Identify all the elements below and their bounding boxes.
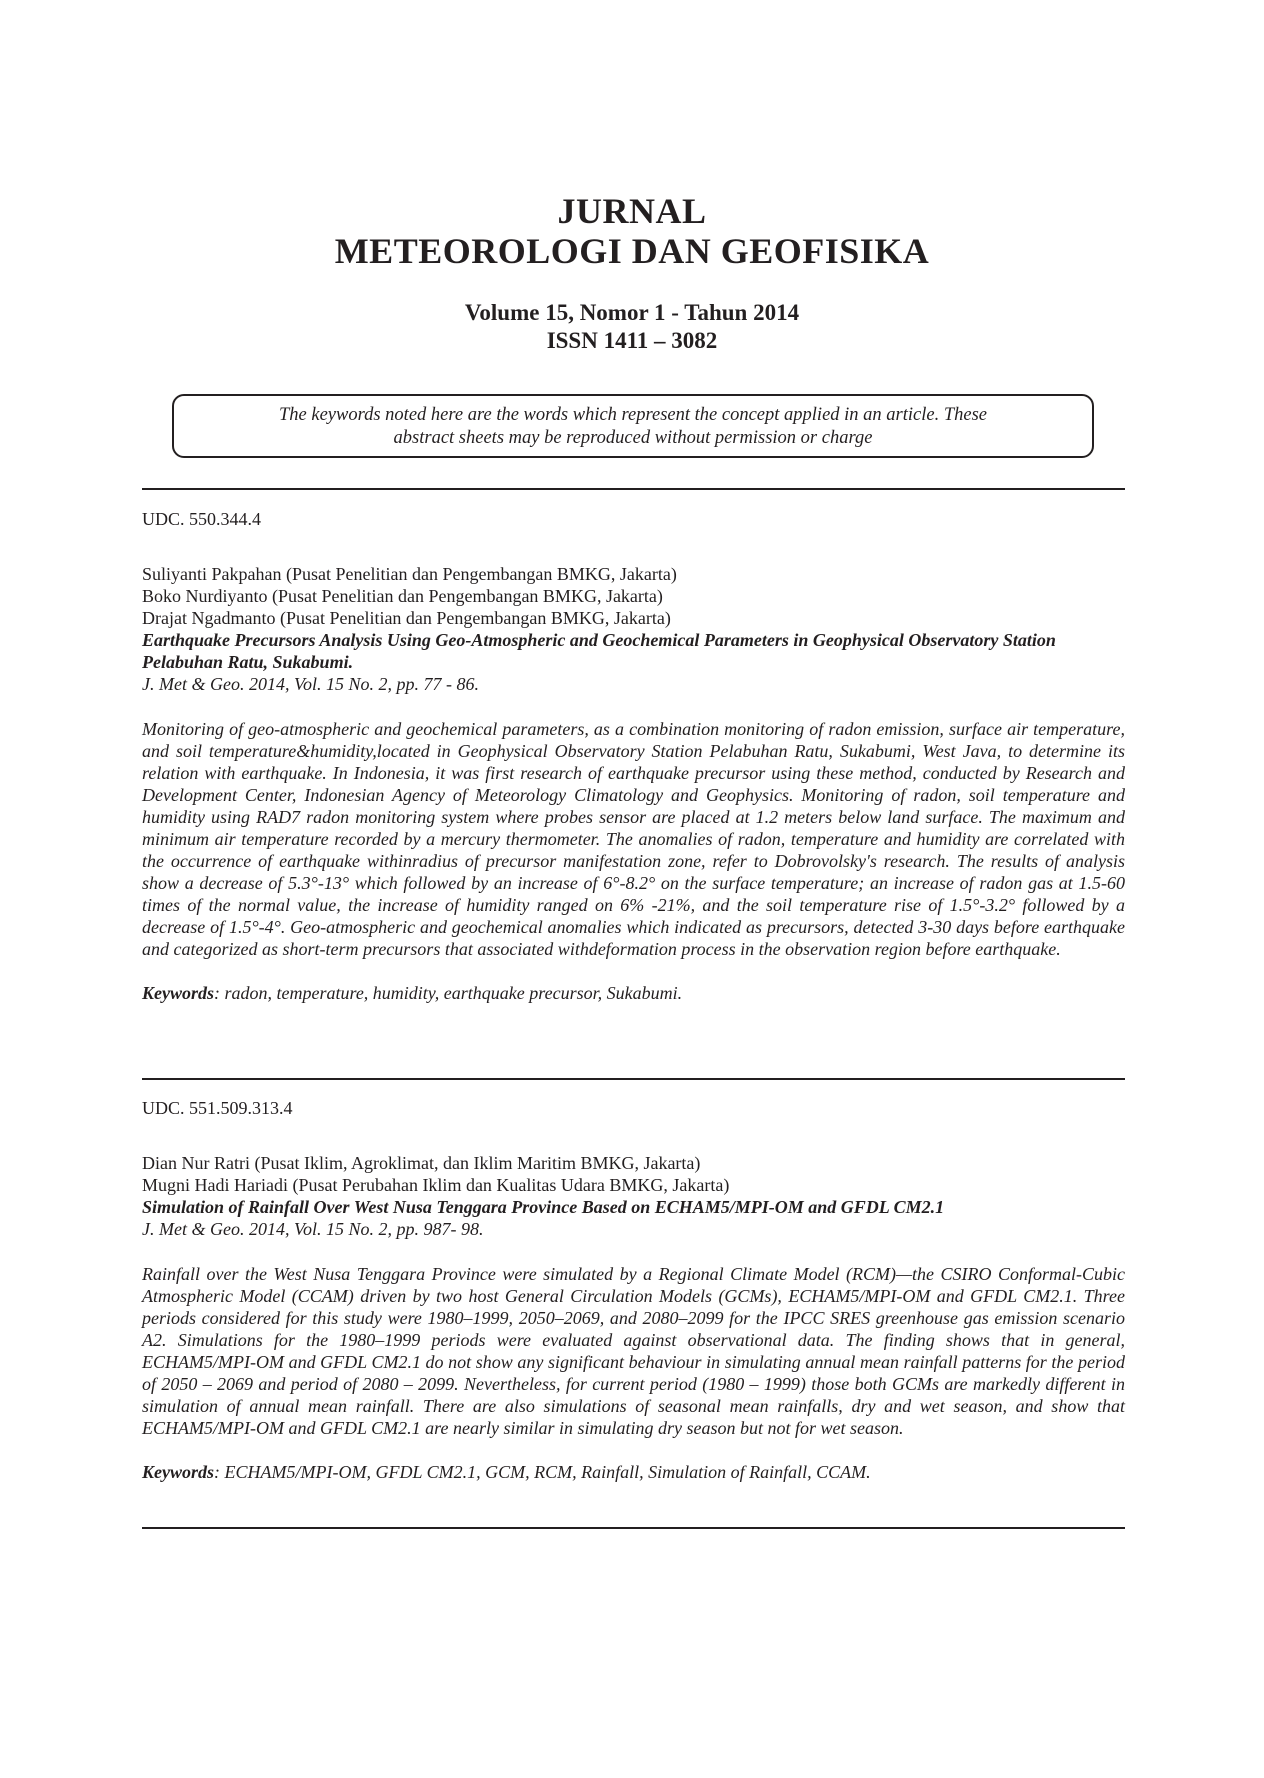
keywords-notice-box: [172, 394, 1094, 458]
notice-line-1: The keywords noted here are the words which represent the concept applied in an article. These: [279, 405, 987, 425]
keywords-label: Keywords: [142, 1462, 214, 1482]
keywords-line: [142, 982, 1125, 1004]
author: Mugni Hadi Hariadi (Pusat Perubahan Iklim dan Kualitas Udara BMKG, Jakarta): [142, 1175, 730, 1195]
journal-name-line1: JURNAL: [557, 191, 707, 231]
udc-code: UDC. 551.509.313.4: [142, 1098, 293, 1118]
abstract-text: Monitoring of geo-atmospheric and geochemical parameters, as a combination monitoring of radon emission, surface air temperature, and soil temperature&humidity,located in Geophysical Observatory Station Pelabuhan Ratu, Sukabumi, West Java, to determine its relation with earthquake. In Indonesia, it was first research of earthquake precursor using these method, conducted by Research and Development Center, Indonesian Agency of Meteorology Climatology and Geophysics. Monitoring of radon, soil temperature and humidity using RAD7 radon monitoring system where probes sensor are placed at 1.2 meters below land surface. The maximum and minimum air temperature recorded by a mercury thermometer. The anomalies of radon, temperature and humidity are correlated with the occurrence of earthquake withinradius of precursor manifestation zone, refer to Dobrovolsky's research. The results of analysis show a decrease of 5.3°-13° which followed by an increase of 6°-8.2° on the surface temperature; an increase of radon gas at 1.5-60 times of the normal value, the increase of humidity ranged on 6% -21%, and the soil temperature rise of 1.5°-3.2° followed by a decrease of 1.5°-4°. Geo-atmospheric and geochemical anomalies which indicated as precursors, detected 3-30 days before earthquake and categorized as short-term precursors that associated withdeformation process in the observation region before earthquake.: [142, 719, 1125, 959]
author: Suliyanti Pakpahan (Pusat Penelitian dan Pengembangan BMKG, Jakarta): [142, 564, 677, 584]
keywords-list: : radon, temperature, humidity, earthquake precursor, Sukabumi.: [214, 983, 683, 1003]
section-divider: [142, 1527, 1125, 1529]
keywords-line: [142, 1461, 1125, 1483]
abstract-text: Rainfall over the West Nusa Tenggara Province were simulated by a Regional Climate Model (RCM)—the CSIRO Conformal-Cubic Atmospheric Model (CCAM) driven by two host General Circulation Models (GCMs), ECHAM5/MPI-OM and GFDL CM2.1. Three periods considered for this study were 1980–1999, 2050–2069, and 2080–2099 for the IPCC SRES greenhouse gas emission scenario A2. Simulations for the 1980–1999 periods were evaluated against observational data. The finding shows that in general, ECHAM5/MPI-OM and GFDL CM2.1 do not show any significant behaviour in simulating annual mean rainfall patterns for the period of 2050 – 2069 and period of 2080 – 2099. Nevertheless, for current period (1980 – 1999) those both GCMs are markedly different in simulation of annual mean rainfall. There are also simulations of seasonal mean rainfalls, dry and wet season, and show that ECHAM5/MPI-OM and GFDL CM2.1 are nearly similar in simulating dry season but not for wet season.: [142, 1264, 1125, 1438]
author: Boko Nurdiyanto (Pusat Penelitian dan Pengembangan BMKG, Jakarta): [142, 586, 663, 606]
author-list: [142, 1152, 1125, 1240]
article-title: Simulation of Rainfall Over West Nusa Tenggara Province Based on ECHAM5/MPI-OM and GFDL CM2.1: [142, 1197, 945, 1217]
notice-line-2: abstract sheets may be reproduced without permission or charge: [393, 428, 873, 448]
citation: J. Met & Geo. 2014, Vol. 15 No. 2, pp. 77 - 86.: [142, 674, 479, 694]
volume-issue: Volume 15, Nomor 1 - Tahun 2014: [464, 300, 800, 325]
author: Drajat Ngadmanto (Pusat Penelitian dan Pengembangan BMKG, Jakarta): [142, 608, 671, 628]
keywords-list: : ECHAM5/MPI-OM, GFDL CM2.1, GCM, RCM, Rainfall, Simulation of Rainfall, CCAM.: [214, 1462, 871, 1482]
abstract-entry: [142, 1097, 1125, 1483]
abstract-entry: [142, 508, 1125, 1004]
section-divider: [142, 1078, 1125, 1080]
journal-name-line2: METEOROLOGI DAN GEOFISIKA: [334, 231, 930, 271]
citation: J. Met & Geo. 2014, Vol. 15 No. 2, pp. 987- 98.: [142, 1219, 484, 1239]
section-divider: [142, 488, 1125, 490]
udc-code: UDC. 550.344.4: [142, 509, 262, 529]
author: Dian Nur Ratri (Pusat Iklim, Agroklimat, dan Iklim Maritim BMKG, Jakarta): [142, 1153, 701, 1173]
issn: ISSN 1411 – 3082: [546, 328, 718, 353]
author-list: [142, 563, 1125, 695]
keywords-label: Keywords: [142, 983, 214, 1003]
article-title: Earthquake Precursors Analysis Using Geo-Atmospheric and Geochemical Parameters in Geophysical Observatory Station Pelabuhan Ratu, Sukabumi.: [142, 630, 1056, 672]
